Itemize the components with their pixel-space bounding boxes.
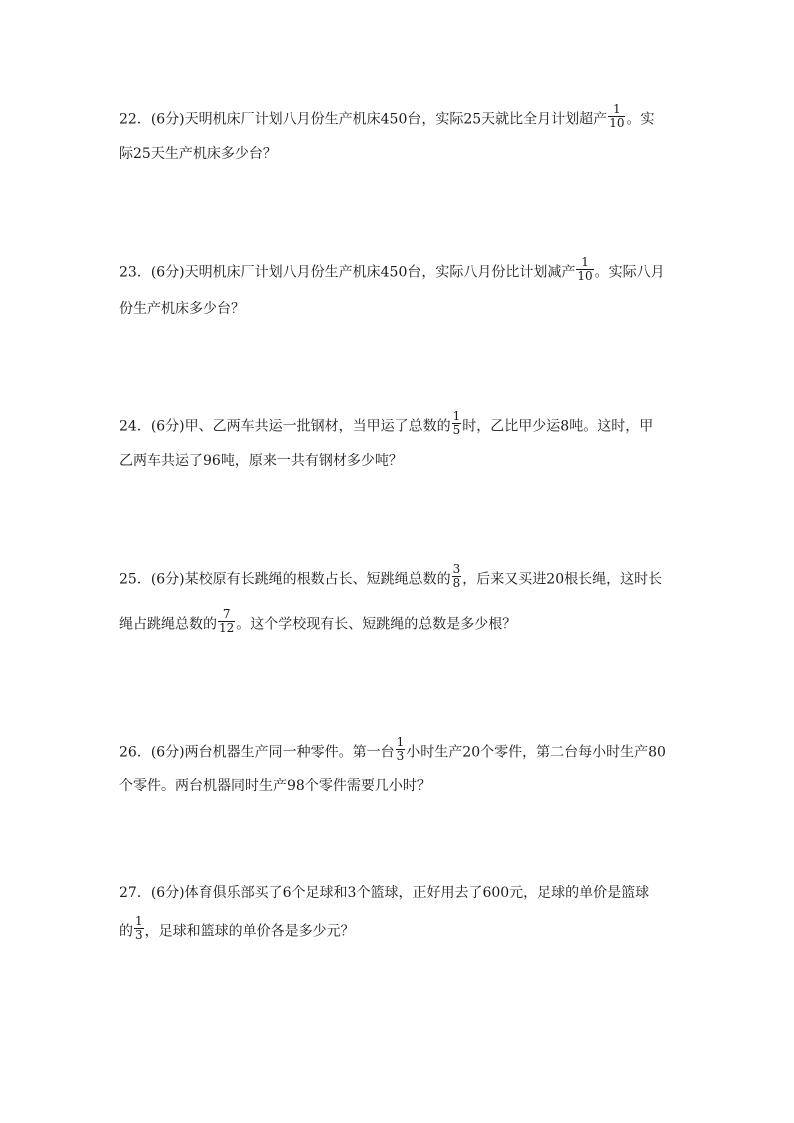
problem-22-text-1a: 22．(6分)天明机床厂计划八月份生产机床450台，实际25天就比全月计划超产 xyxy=(119,111,608,128)
fraction-numerator: 1 xyxy=(576,256,593,270)
problem-23-text-2a: 份生产机床多少台？ xyxy=(119,301,245,317)
fraction-denominator: 3 xyxy=(135,928,143,942)
problem-23-text-1a: 23．(6分)天明机床厂计划八月份生产机床450台，实际八月份比计划减产 xyxy=(119,264,576,281)
fraction-numerator: 1 xyxy=(396,735,405,749)
problem-26-text-2a: 个零件。两台机器同时生产98个零件需要几小时？ xyxy=(119,778,431,794)
problem-25-text-2b: 。这个学校现有长、短跳绳的总数是多少根？ xyxy=(236,616,517,633)
fraction xyxy=(134,915,144,942)
fraction-denominator: 10 xyxy=(577,269,593,283)
problem-22-line-2 xyxy=(119,144,277,164)
problem-25-line-1 xyxy=(119,562,663,593)
problem-26-text-1a: 26．(6分)两台机器生产同一种零件。第一台 xyxy=(119,744,395,761)
fraction-numerator: 7 xyxy=(218,608,235,622)
problem-27-text-1a: 27．(6分)体育俱乐部买了6个足球和3个篮球，正好用去了600元，足球的单价是篮球 xyxy=(119,885,650,901)
problem-23-line-1 xyxy=(119,255,665,286)
problem-24-text-1b: 时，乙比甲少运8吨。这时，甲 xyxy=(462,418,654,435)
problem-27-line-1 xyxy=(119,883,649,903)
problem-27-text-2a: 的 xyxy=(119,923,133,940)
fraction-denominator: 10 xyxy=(609,116,625,130)
problem-22-text-2a: 际25天生产机床多少台？ xyxy=(119,146,277,162)
problem-22-line-1 xyxy=(119,102,655,133)
problem-24-text-2a: 乙两车共运了96吨，原来一共有钢材多少吨？ xyxy=(119,453,403,469)
fraction-numerator: 1 xyxy=(608,103,625,117)
fraction-denominator: 12 xyxy=(219,621,235,635)
problem-26-line-1 xyxy=(119,735,666,766)
problem-27-text-2b: ，足球和篮球的单价各是多少元？ xyxy=(144,923,355,940)
problem-22-text-1b: 。实 xyxy=(626,111,655,128)
fraction-numerator: 3 xyxy=(452,562,461,576)
problem-26-line-2 xyxy=(119,776,431,796)
fraction-denominator: 8 xyxy=(452,576,461,590)
problem-24-text-1a: 24．(6分)甲、乙两车共运一批钢材，当甲运了总数的 xyxy=(119,418,451,435)
fraction-denominator: 5 xyxy=(452,423,461,437)
problem-23-line-2 xyxy=(119,299,245,319)
fraction-denominator: 3 xyxy=(396,749,405,763)
fraction xyxy=(452,410,462,437)
problem-24-line-1 xyxy=(119,409,654,440)
fraction xyxy=(576,256,593,283)
fraction xyxy=(452,563,462,590)
problem-26-text-1b: 小时生产20个零件，第二台每小时生产80 xyxy=(406,744,666,761)
problem-25-text-1a: 25．(6分)某校原有长跳绳的根数占长、短跳绳总数的 xyxy=(119,571,451,588)
fraction xyxy=(396,736,406,763)
problem-23-text-1b: 。实际八月 xyxy=(594,264,665,281)
problem-25-text-1b: ，后来又买进20根长绳，这时长 xyxy=(462,571,663,588)
fraction xyxy=(218,608,235,635)
problem-27-line-2 xyxy=(119,914,355,945)
problem-25-line-2 xyxy=(119,607,517,638)
problem-24-line-2 xyxy=(119,451,403,471)
problem-25-text-2a: 绳占跳绳总数的 xyxy=(119,616,217,633)
fraction-numerator: 1 xyxy=(452,409,461,423)
fraction-numerator: 1 xyxy=(135,914,143,928)
fraction xyxy=(608,103,625,130)
